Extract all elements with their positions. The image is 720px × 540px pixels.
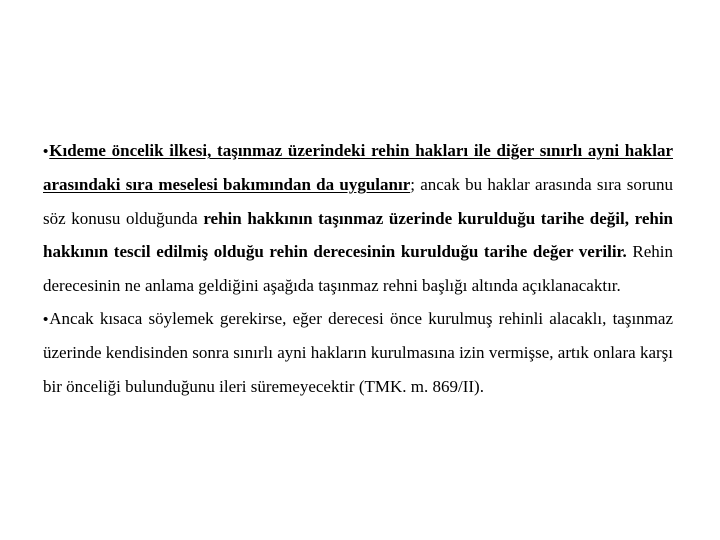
text-run: rehin hakkının taşınmaz üzerinde kurulduğu tarihe değil, rehin hakkının tescil edilmiş olduğu rehin derecesinin kurulduğu tarihe değer verilir.	[43, 208, 674, 262]
text-run: ; ancak bu haklar arasında sıra sorunu söz konusu olduğunda	[43, 175, 674, 228]
bullet-icon: •	[43, 311, 49, 329]
bullet-icon: •	[43, 143, 49, 160]
paragraph-1	[43, 134, 673, 302]
text-run: Ancak kısaca söylemek gerekirse, eğer derecesi önce kurulmuş rehinli alacaklı, taşınmaz üzerinde kendisinden sonra sınırlı ayni hakların kurulmasına izin vermişse, artık onlara karşı bir önceliği bulunduğunu ileri süremeyecektir (TMK. m. 869/II).	[43, 309, 673, 396]
text-run: Rehin derecesinin ne anlama geldiğini aşağıda taşınmaz rehni başlığı altında açıklanacaktır.	[43, 242, 673, 295]
text-run: Kıdeme öncelik ilkesi, taşınmaz üzerindeki rehin hakları ile diğer sınırlı ayni haklar arasındaki sıra meselesi bakımından da uygulanır	[43, 141, 673, 195]
paragraph-2	[43, 302, 673, 403]
slide-body	[43, 134, 673, 403]
